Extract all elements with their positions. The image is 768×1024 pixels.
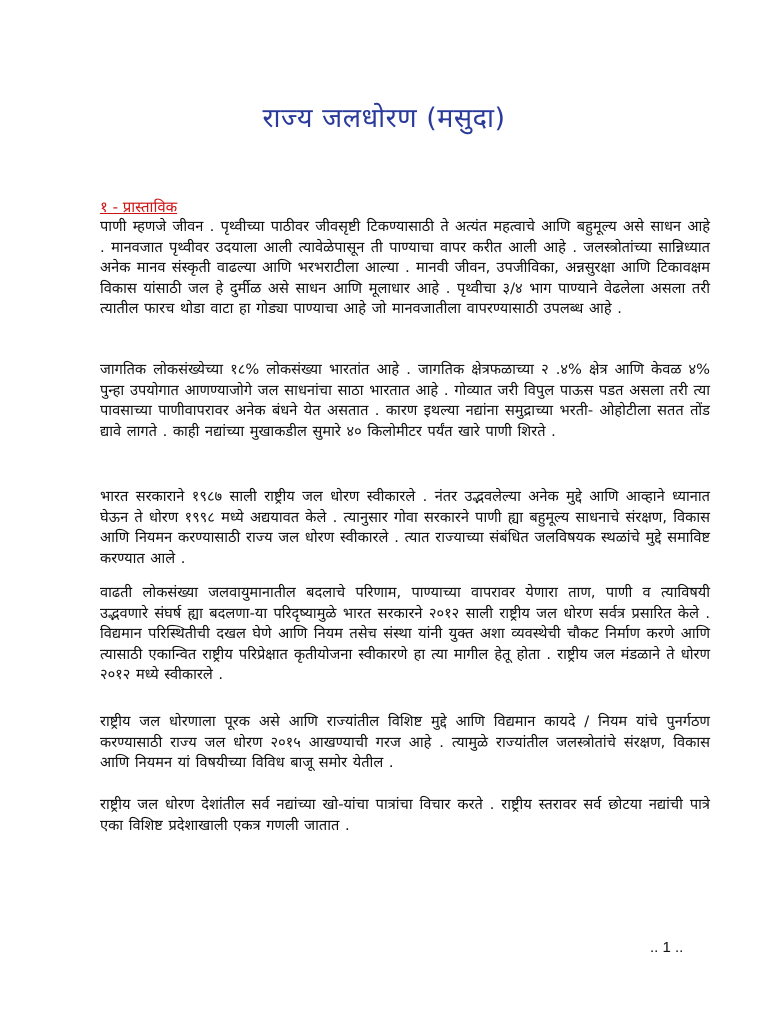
paragraph-state-policy-2015: राष्ट्रीय जल धोरणाला पूरक असे आणि राज्यांतील विशिष्ट मुद्दे आणि विद्यमान कायदे / नियम यांचे पुनर्गठण करण्यासाठी राज्य जल धोरण २०१५ आखण्याची गरज आहे . त्यामुळे राज्यांतील जलस्त्रोतांचे संरक्षण, विकास आणि नियमन यां विषयीच्या विविध बाजू समोर येतील . (100, 713, 710, 771)
section-heading: १ - प्रास्ताविक (100, 198, 178, 216)
paragraph-population: जागतिक लोकसंख्येच्या १८% लोकसंख्या भारतांत आहे . जागतिक क्षेत्रफळाच्या २ .४% क्षेत्र आणि केवळ ४% पुन्हा उपयोगात आणण्याजोगे जल साधनांचा साठा भारतात आहे . गोव्यात जरी विपुल पाऊस पडत असला तरी त्या पावसाच्या पाणीवापरावर अनेक बंधने येत असतात . कारण इथल्या नद्यांना समुद्राच्या भरती- ओहोटीला सतत तोंड द्यावे लागते . काही नद्यांच्या मुखाकडील सुमारे ४० किलोमीटर पर्यंत खारे पाणी शिरते . (100, 361, 710, 440)
paragraph-national-policy-2012: वाढती लोकसंख्या जलवायुमानातील बदलाचे परिणाम, पाण्याच्या वापरावर येणारा ताण, पाणी व त्याविषयी उद्भवणारे संघर्ष ह्या बदलणा-या परिदृष्यामुळे भारत सरकारने २०१२ साली राष्ट्रीय जल धोरण सर्वत्र प्रसारित केले . विद्यमान परिस्थितीची दखल घेणे आणि नियम तसेच संस्था यांनी युक्त अशा व्यवस्थेची चौकट निर्माण करणे आणि त्यासाठी एकान्वित राष्ट्रीय परिप्रेक्षात कृतीयोजना स्वीकारणे हा त्या मागील हेतू होता . राष्ट्रीय जल मंडळाने ते धोरण २०१२ मध्ये स्वीकारले . (100, 584, 710, 683)
document-title: राज्य जलधोरण (मसुदा) (262, 103, 506, 134)
paragraph-river-basins: राष्ट्रीय जल धोरण देशांतील सर्व नद्यांच्या खो-यांचा पात्रांचा विचार करते . राष्ट्रीय स्तरावर सर्व छोटया नद्यांची पात्रे एका विशिष्ट प्रदेशाखाली एकत्र गणली जातात . (100, 796, 710, 834)
paragraph-national-policy-1987: भारत सरकाराने १९८७ साली राष्ट्रीय जल धोरण स्वीकारले . नंतर उद्भवलेल्या अनेक मुद्दे आणि आव्हाने ध्यानात घेऊन ते धोरण १९९८ मध्ये अद्ययावत केले . त्यानुसार गोवा सरकारने पाणी ह्या बहुमूल्य साधनाचे संरक्षण, विकास आणि नियमन करण्यासाठी राज्य जल धोरण स्वीकारले . त्यात राज्याच्या संबंधित जलविषयक स्थळांचे मुद्दे समाविष्ट करण्यात आले . (100, 488, 710, 567)
paragraph-intro: पाणी म्हणजे जीवन . पृथ्वीच्या पाठीवर जीवसृष्टी टिकण्यासाठी ते अत्यंत महत्वाचे आणि बहुमूल्य असे साधन आहे . मानवजात पृथ्वीवर उदयाला आली त्यावेळेपासून ती पाण्याचा वापर करीत आली आहे . जलस्त्रोतांच्या सान्निध्यात अनेक मानव संस्कृती वाढल्या आणि भरभराटीला आल्या . मानवी जीवन, उपजीविका, अन्नसुरक्षा आणि टिकावक्षम विकास यांसाठी जल हे दुर्मीळ असे साधन आणि मूलाधार आहे . पृथ्वीचा ३/४ भाग पाण्याने वेढलेला असला तरी त्यातील फारच थोडा वाटा हा गोड्या पाण्याचा आहे जो मानवजातीला वापरण्यासाठी उपलब्ध आहे . (100, 218, 710, 317)
page-number: .. 1 .. (650, 939, 684, 956)
